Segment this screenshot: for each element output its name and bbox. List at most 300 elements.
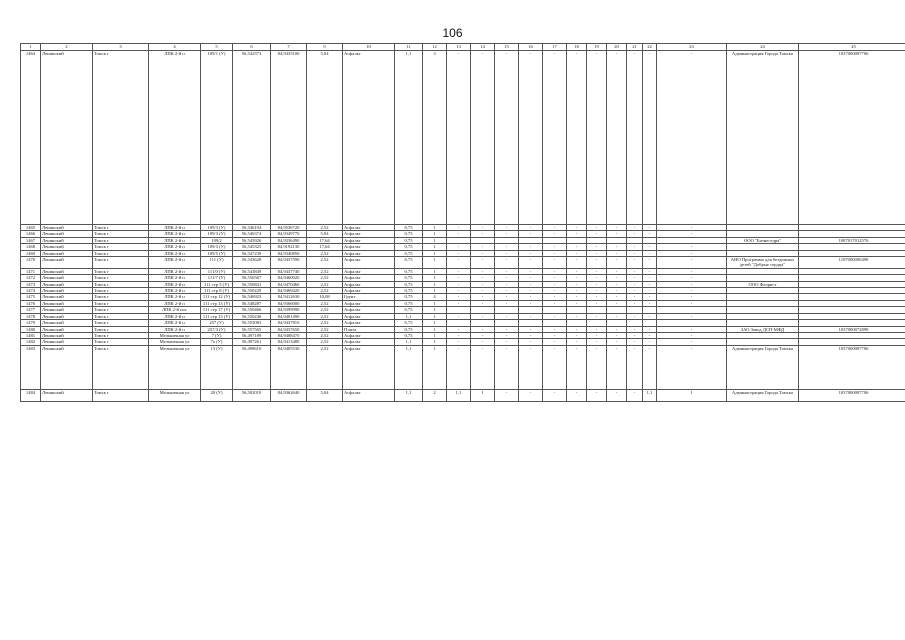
measure-cell: - [627,250,643,256]
measure-cell: - [587,275,607,281]
measure-cell: - [471,313,495,319]
address-cell: 109/3 (У) [201,244,233,250]
measure-cell: - [657,51,727,225]
measure-cell: 1,1 [643,389,657,401]
street-name-cell: ЛПК 2-й п [149,257,201,269]
measure-cell: - [607,257,627,269]
surface-cell: Асфальт [343,51,395,225]
row-number: 1476 [21,300,41,306]
measure-cell: - [519,294,543,300]
surface-cell: Асфальт [343,345,395,389]
measure-cell: - [587,389,607,401]
surface-cell: Асфальт [343,320,395,326]
address-cell: 111 стр 17 (У) [201,307,233,313]
address-cell: 111 стр 13 (У) [201,313,233,319]
column-number: 20 [607,44,627,51]
measure-cell: - [495,389,519,401]
measure-cell: - [627,281,643,287]
measure-cell: - [471,294,495,300]
street-name-cell: ЛПК 2-й п [149,313,201,319]
width-cell: 0,75 [395,268,423,274]
table-row [21,345,905,389]
measure-cell: - [607,288,627,294]
address-cell: 7 (У) [201,332,233,338]
district-cell: Ленинский [41,281,93,287]
row-number: 1484 [21,389,41,401]
ogrn-cell: 1087017012576 [799,237,905,243]
count-cell: 2 [423,389,447,401]
address-cell: 111 (У) [201,257,233,269]
measure-cell: - [471,231,495,237]
measure-cell: - [543,231,567,237]
measure-cell: - [657,257,727,269]
row-number: 1480 [21,326,41,332]
latitude-cell: 56,542573 [233,51,271,225]
measure-cell: - [519,225,543,231]
row-number: 1467 [21,237,41,243]
street-name-cell: ЛПК 2-й п [149,51,201,225]
measure-cell: - [519,257,543,269]
measure-cell: - [495,250,519,256]
surface-cell: Асфальт [343,268,395,274]
width-cell: 0,75 [395,231,423,237]
longitude-cell: 84,9362640 [271,389,307,401]
owner-cell: АНО Программа для бездомных детей "Добрые сердца" [727,257,799,269]
measure-cell: - [567,244,587,250]
measure-cell: - [627,326,643,332]
street-name-cell: ЛПК 2-й п [149,237,201,243]
measure-cell: - [543,268,567,274]
column-number: 21 [627,44,643,51]
measure-cell: - [495,332,519,338]
city-cell: Томск г [93,288,149,294]
measure-cell: - [471,244,495,250]
measure-cell: - [495,300,519,306]
measure-cell: - [543,294,567,300]
measure-cell: - [543,244,567,250]
measure-cell: - [607,51,627,225]
street-name-cell: ЛПК 2-й п [149,294,201,300]
address-cell: 13 (У) [201,345,233,389]
measure-cell: - [643,231,657,237]
measure-cell: - [543,51,567,225]
city-cell: Томск г [93,250,149,256]
count-cell: 1 [423,339,447,345]
measure-cell: - [447,300,471,306]
measure-cell: - [643,332,657,338]
district-cell: Ленинский [41,326,93,332]
measure-cell: - [587,225,607,231]
latitude-cell: 56,543628 [233,257,271,269]
city-cell: Томск г [93,257,149,269]
column-number: 6 [233,44,271,51]
length-cell: 2,52 [307,275,343,281]
column-number: 13 [447,44,471,51]
latitude-cell: 56,547239 [233,250,271,256]
column-number: 2 [41,44,93,51]
surface-cell: Плита [343,326,395,332]
surface-cell: Асфальт [343,257,395,269]
measure-cell: - [519,345,543,389]
measure-cell: 1,1 [447,389,471,401]
measure-cell: - [447,244,471,250]
count-cell: 1 [423,281,447,287]
measure-cell: - [471,275,495,281]
measure-cell: - [447,225,471,231]
column-number: 23 [657,44,727,51]
city-cell: Томск г [93,51,149,225]
count-cell: 1 [423,275,447,281]
column-number: 18 [567,44,587,51]
measure-cell: - [447,268,471,274]
measure-cell: - [607,339,627,345]
measure-cell: - [495,244,519,250]
measure-cell: - [495,288,519,294]
row-number: 1472 [21,275,41,281]
city-cell: Томск г [93,332,149,338]
length-cell: 17,64 [307,244,343,250]
measure-cell: - [543,326,567,332]
length-cell: 2,52 [307,320,343,326]
measure-cell: - [657,294,727,300]
longitude-cell: 84,9349770 [271,231,307,237]
measure-cell: - [643,345,657,389]
measure-cell: - [657,300,727,306]
measure-cell: - [657,244,727,250]
length-cell: 2,52 [307,307,343,313]
measure-cell: - [607,268,627,274]
measure-cell: - [587,294,607,300]
measure-cell: - [519,275,543,281]
width-cell: 0,75 [395,307,423,313]
measure-cell: - [543,288,567,294]
owner-cell: Администрация Города Томска [727,389,799,401]
district-cell: Ленинский [41,339,93,345]
surface-cell: Асфальт [343,339,395,345]
measure-cell: - [587,326,607,332]
measure-cell: - [607,300,627,306]
surface-cell: Асфальт [343,300,395,306]
address-cell: 20 (У) [201,389,233,401]
longitude-cell: 84,9399990 [271,307,307,313]
address-cell: 109/3 (У) [201,225,233,231]
street-name-cell: ЛПК 2-й п [149,244,201,250]
longitude-cell: 84,9405530 [271,345,307,389]
length-cell: 2,52 [307,345,343,389]
owner-cell: Администрация Города Томска [727,51,799,225]
measure-cell: - [519,250,543,256]
longitude-cell: 84,9437650 [271,326,307,332]
count-cell: 1 [423,313,447,319]
measure-cell: - [587,51,607,225]
row-number: 1482 [21,339,41,345]
row-number: 1465 [21,225,41,231]
address-cell: 111 стр 5 (У) [201,281,233,287]
latitude-cell: 56,546923 [233,294,271,300]
measure-cell: - [567,339,587,345]
measure-cell: - [643,244,657,250]
city-cell: Томск г [93,320,149,326]
register-body [21,51,905,402]
measure-cell: - [447,326,471,332]
measure-cell: - [627,225,643,231]
measure-cell: - [519,281,543,287]
address-cell: 111 стр 8 (У) [201,288,233,294]
measure-cell: - [643,339,657,345]
measure-cell: - [643,281,657,287]
latitude-cell: 56,550841 [233,281,271,287]
longitude-cell: 84,9192130 [271,244,307,250]
district-cell: Ленинский [41,300,93,306]
count-cell: 1 [423,250,447,256]
measure-cell: - [495,345,519,389]
street-name-cell: ЛПК 2-й п [149,231,201,237]
measure-cell: - [567,326,587,332]
measure-cell: - [543,250,567,256]
latitude-cell: 56,548287 [233,300,271,306]
measure-cell: - [519,313,543,319]
measure-cell: - [543,389,567,401]
measure-cell: - [587,300,607,306]
surface-cell: Асфальт [343,250,395,256]
owner-cell: ООО Флорист [727,281,799,287]
latitude-cell: 56,502010 [233,389,271,401]
measure-cell: - [607,244,627,250]
city-cell: Томск г [93,281,149,287]
width-cell: 0,75 [395,275,423,281]
latitude-cell: 56,545325 [233,244,271,250]
row-number: 1478 [21,313,41,319]
surface-cell: Асфальт [343,389,395,401]
measure-cell: - [495,231,519,237]
address-cell: 111/7 (У) [201,275,233,281]
latitude-cell: 56,497189 [233,332,271,338]
longitude-cell: 84,9366000 [271,300,307,306]
address-cell: 109/5 (У) [201,250,233,256]
longitude-cell: 84,9469420 [271,288,307,294]
column-number: 11 [395,44,423,51]
count-cell: 3 [423,51,447,225]
measure-cell: - [567,268,587,274]
measure-cell: - [607,250,627,256]
measure-cell: - [627,257,643,269]
measure-cell: - [657,332,727,338]
measure-cell: - [627,345,643,389]
measure-cell: - [657,281,727,287]
length-cell: 2,52 [307,332,343,338]
measure-cell: - [643,225,657,231]
measure-cell: - [447,250,471,256]
measure-cell: - [543,257,567,269]
width-cell: 1,1 [395,51,423,225]
measure-cell: - [471,339,495,345]
measure-cell: - [587,231,607,237]
length-cell: 2,52 [307,300,343,306]
measure-cell: - [607,345,627,389]
measure-cell: - [657,345,727,389]
district-cell: Ленинский [41,294,93,300]
column-number: 15 [495,44,519,51]
column-number: 5 [201,44,233,51]
latitude-cell: 56,550246 [233,313,271,319]
count-cell: 1 [423,288,447,294]
row-number: 1468 [21,244,41,250]
address-cell: 111 стр 12 (У) [201,294,233,300]
length-cell: 2,52 [307,339,343,345]
count-cell: 1 [423,326,447,332]
width-cell: 1,1 [395,339,423,345]
ogrn-cell: 1037000087706 [799,345,905,389]
measure-cell: - [543,339,567,345]
table-row [21,51,905,225]
measure-cell: - [567,250,587,256]
measure-cell: - [607,389,627,401]
width-cell: 0,75 [395,257,423,269]
length-cell: 2,52 [307,225,343,231]
measure-cell: - [567,313,587,319]
district-cell: Ленинский [41,268,93,274]
owner-cell: Администрация Города Томска [727,345,799,389]
measure-cell: - [657,275,727,281]
measure-cell: - [607,231,627,237]
surface-cell: Асфальт [343,237,395,243]
street-name-cell: Мельничная ул [149,345,201,389]
surface-cell: Асфальт [343,288,395,294]
measure-cell: - [495,225,519,231]
measure-cell: - [471,345,495,389]
address-cell: 111/0 (У) [201,268,233,274]
length-cell: 2,52 [307,281,343,287]
column-number: 4 [149,44,201,51]
measure-cell: - [495,281,519,287]
width-cell: 0,75 [395,288,423,294]
district-cell: Ленинский [41,320,93,326]
latitude-cell: 56,550466 [233,307,271,313]
address-cell: 109/3 (У) [201,231,233,237]
column-number: 3 [93,44,149,51]
address-cell: 109/2 [201,237,233,243]
measure-cell: - [495,257,519,269]
longitude-cell: 84,9336490 [271,237,307,243]
measure-cell: - [447,275,471,281]
width-cell: 0,75 [395,326,423,332]
register-table [20,43,905,402]
measure-cell: - [543,275,567,281]
measure-cell: - [567,288,587,294]
city-cell: Томск г [93,244,149,250]
column-number: 1 [21,44,41,51]
row-number: 1466 [21,231,41,237]
count-cell: 1 [423,345,447,389]
district-cell: Ленинский [41,225,93,231]
measure-cell: - [587,339,607,345]
address-cell: 257 (У) [201,320,233,326]
measure-cell: - [627,300,643,306]
measure-cell: - [657,268,727,274]
width-cell: 0,75 [395,250,423,256]
row-number: 1483 [21,345,41,389]
measure-cell: - [567,275,587,281]
latitude-cell: 56,498610 [233,345,271,389]
address-cell: 7а (У) [201,339,233,345]
row-number: 1469 [21,250,41,256]
street-name-cell: ЛПК 2-й п [149,300,201,306]
district-cell: Ленинский [41,313,93,319]
longitude-cell: 84,9460020 [271,275,307,281]
measure-cell: - [543,313,567,319]
row-number: 1481 [21,332,41,338]
measure-cell: - [495,294,519,300]
measure-cell: - [447,257,471,269]
city-cell: Томск г [93,345,149,389]
ogrn-cell: 1187000000490 [799,257,905,269]
district-cell: Ленинский [41,237,93,243]
measure-cell: - [643,300,657,306]
measure-cell: - [643,268,657,274]
measure-cell: - [587,332,607,338]
count-cell: 1 [423,307,447,313]
width-cell: 0,75 [395,244,423,250]
measure-cell: - [567,332,587,338]
measure-cell: - [495,326,519,332]
street-name-cell: ЛПК 2-й п [149,225,201,231]
width-cell: 1,1 [395,389,423,401]
latitude-cell: 56,557565 [233,326,271,332]
measure-cell: - [543,345,567,389]
longitude-cell: 84,9413480 [271,339,307,345]
measure-cell: - [657,250,727,256]
measure-cell: - [447,281,471,287]
count-cell: 1 [423,244,447,250]
longitude-cell: 84,9340850 [271,250,307,256]
street-name-cell: Мельничная ул [149,339,201,345]
district-cell: Ленинский [41,332,93,338]
width-cell: 0,75 [395,320,423,326]
measure-cell: - [587,268,607,274]
longitude-cell: 84,9470460 [271,281,307,287]
latitude-cell: 56,555083 [233,320,271,326]
measure-cell: - [447,345,471,389]
measure-cell: - [471,288,495,294]
measure-cell: - [627,389,643,401]
measure-cell: - [519,244,543,250]
measure-cell: - [447,332,471,338]
surface-cell: Асфальт [343,225,395,231]
measure-cell: - [607,326,627,332]
measure-cell: - [447,294,471,300]
measure-cell: - [607,225,627,231]
measure-cell: - [627,275,643,281]
measure-cell: - [495,51,519,225]
district-cell: Ленинский [41,307,93,313]
measure-cell: - [471,225,495,231]
measure-cell: - [471,281,495,287]
city-cell: Томск г [93,231,149,237]
latitude-cell: 56,497261 [233,339,271,345]
table-row [21,257,905,269]
city-cell: Томск г [93,313,149,319]
length-cell: 2,52 [307,257,343,269]
measure-cell: - [643,257,657,269]
surface-cell: Асфальт [343,231,395,237]
surface-cell: Грунт [343,294,395,300]
address-cell: 111 стр 13 (У) [201,300,233,306]
measure-cell: - [519,300,543,306]
measure-cell: - [567,294,587,300]
count-cell: 1 [423,320,447,326]
district-cell: Ленинский [41,389,93,401]
measure-cell: - [657,225,727,231]
